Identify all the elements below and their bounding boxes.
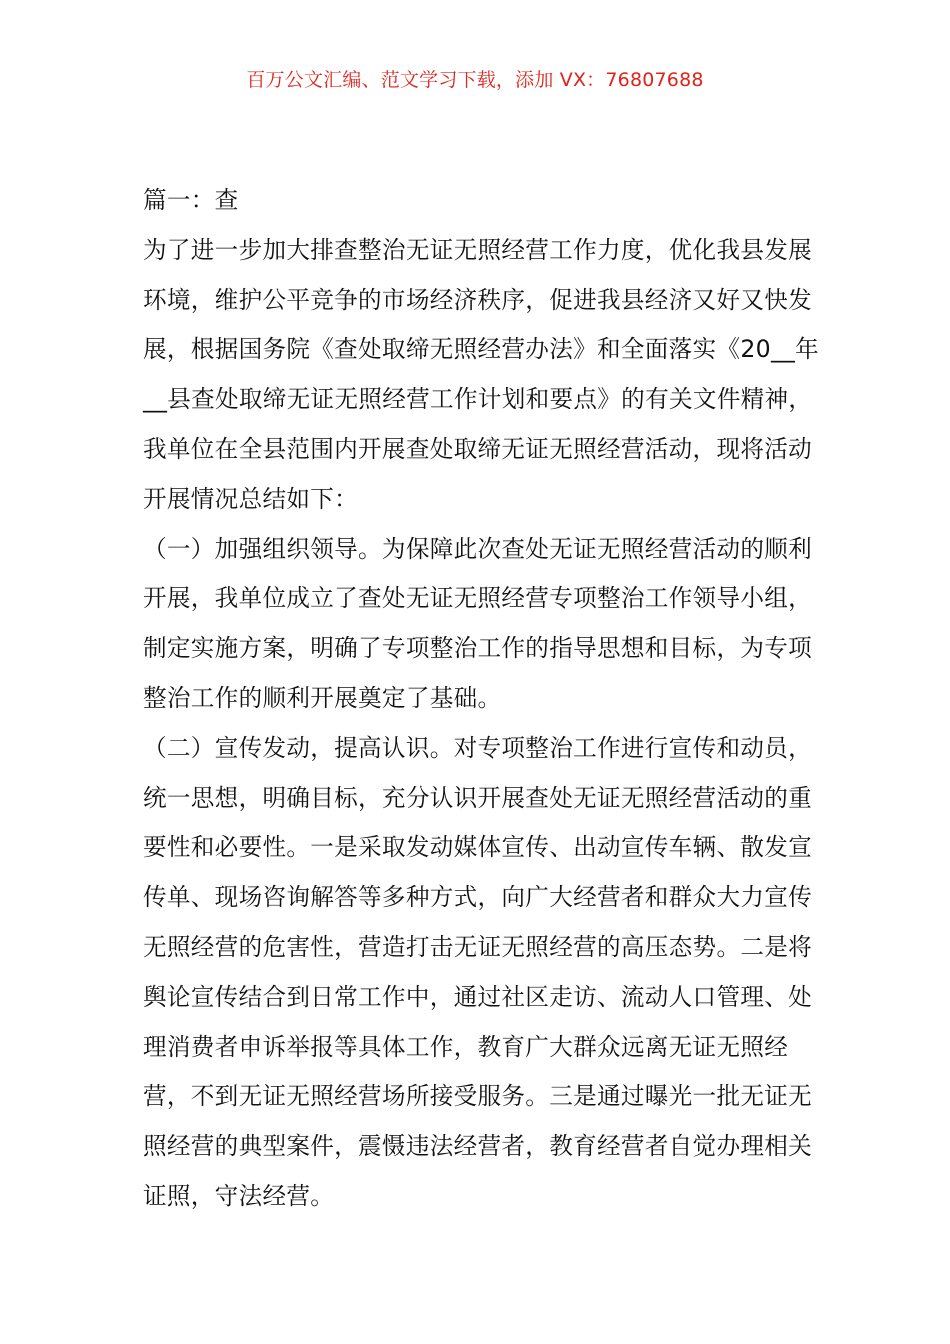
paragraph-section-2: （二）宣传发动，提高认识。对专项整治工作进行宣传和动员，统一思想，明确目标，充分认识开展查处无证无照经营活动的重要性和必要性。一是采取发动媒体宣传、出动宣传车辆、散发宣传单、现场咨询解答等多种方式，向广大经营者和群众大力宣传无照经营的危害性，营造打击无证无照经营的高压态势。二是将舆论宣传结合到日常工作中，通过社区走访、流动人口管理、处理消费者申诉举报等具体工作，教育广大群众远离无证无照经营，不到无证无照经营场所接受服务。三是通过曝光一批无证无照经营的典型案件，震慑违法经营者，教育经营者自觉办理相关证照，守法经营。 — [143, 733, 813, 1210]
paragraph-intro: 为了进一步加大排查整治无证无照经营工作力度，优化我县发展环境，维护公平竞争的市场经济秩序，促进我县经济又好又快发展，根据国务院《查处取缔无照经营办法》和全面落实《20__年__县查处取缔无证无照经营工作计划和要点》的有关文件精神，我单位在全县范围内开展查处取缔无证无照经营活动，现将活动开展情况总结如下： — [143, 235, 820, 513]
document-title: 篇一：查 — [143, 186, 239, 214]
paragraph-section-1: （一）加强组织领导。为保障此次查处无证无照经营活动的顺利开展，我单位成立了查处无证无照经营专项整治工作领导小组，制定实施方案，明确了专项整治工作的指导思想和目标，为专项整治工作的顺利开展奠定了基础。 — [143, 534, 813, 712]
header-banner: 百万公文汇编、范文学习下载，添加 VX：76807688 — [246, 69, 704, 91]
document-body — [143, 176, 833, 1222]
